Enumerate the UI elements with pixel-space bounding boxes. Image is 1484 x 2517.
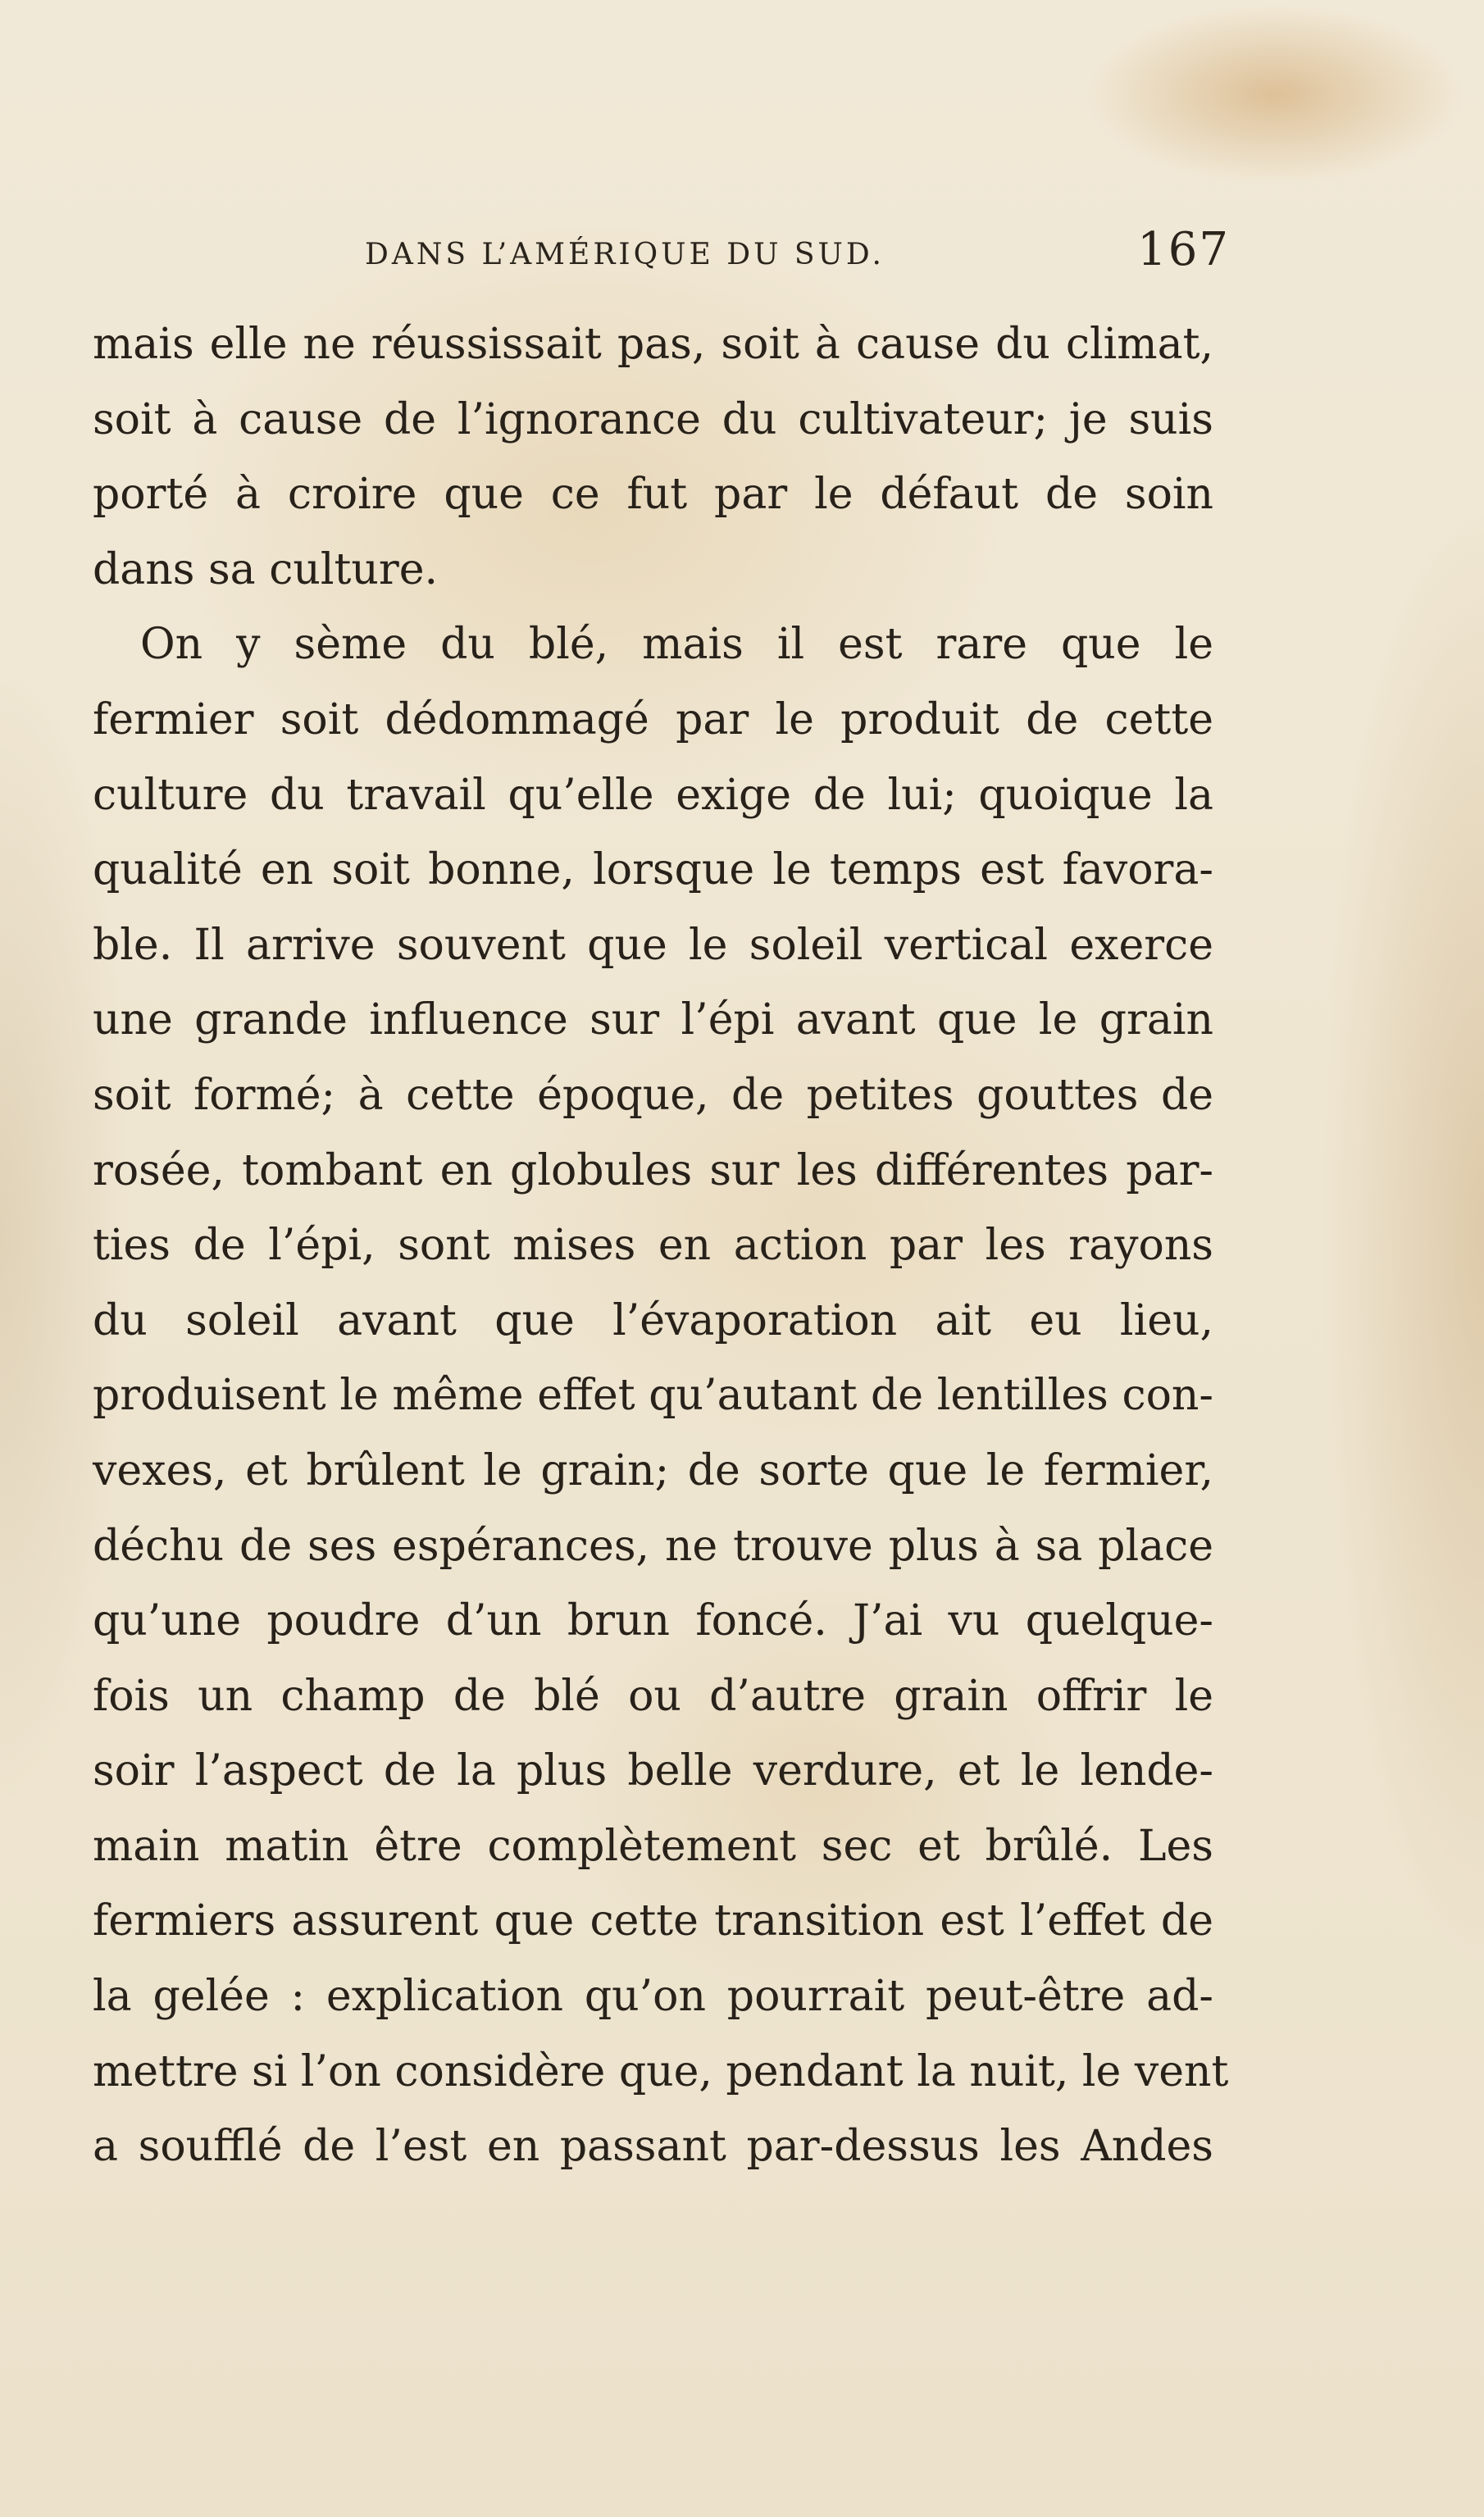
text-line: qu’une poudre d’un brun foncé. J’ai vu quelque- [93, 1596, 1213, 1646]
text-line: vexes, et brûlent le grain; de sorte que le fermier, [93, 1445, 1213, 1495]
text-line: qualité en soit bonne, lorsque le temps est favora- [93, 845, 1213, 895]
text-line: une grande influence sur l’épi avant que le grain [93, 995, 1213, 1045]
text-line: main matin être complètement sec et brûlé. Les [93, 1821, 1213, 1871]
text-line: mettre si l’on considère que, pendant la nuit, le vent [93, 2046, 1229, 2096]
text-line: soit à cause de l’ignorance du cultivateur; je suis [93, 394, 1213, 444]
text-line: du soleil avant que l’évaporation ait eu lieu, [93, 1295, 1213, 1345]
text-line: mais elle ne réussissait pas, soit à cause du climat, [93, 320, 1213, 369]
text-line: soir l’aspect de la plus belle verdure, et le lende- [93, 1746, 1213, 1796]
text-line: la gelée : explication qu’on pourrait peut-être ad- [93, 1972, 1213, 2022]
text-line: a soufflé de l’est en passant par-dessus les Andes [93, 2122, 1213, 2172]
text-line: culture du travail qu’elle exige de lui; quoique la [93, 770, 1213, 820]
text-line: déchu de ses espérances, ne trouve plus à sa place [93, 1521, 1213, 1571]
text-line: fermiers assurent que cette transition est l’effet de [93, 1896, 1213, 1946]
text-line: soit formé; à cette époque, de petites gouttes de [93, 1070, 1213, 1120]
running-title: DANS L’AMÉRIQUE DU SUD. [365, 238, 885, 271]
text-line: produisent le même effet qu’autant de lentilles con- [93, 1371, 1213, 1421]
body-text [93, 307, 1229, 2185]
text-line: dans sa culture. [93, 544, 439, 594]
running-head [86, 220, 1230, 294]
text-line: fois un champ de blé ou d’autre grain offrir le [93, 1671, 1213, 1721]
text-line: porté à croire que ce fut par le défaut de soin [93, 470, 1213, 520]
text-line: ble. Il arrive souvent que le soleil vertical exerce [93, 920, 1213, 970]
text-line: fermier soit dédommagé par le produit de cette [93, 694, 1213, 744]
text-line: rosée, tombant en globules sur les différentes par- [93, 1145, 1213, 1195]
page-number: 167 [1137, 223, 1230, 276]
text-line: On y sème du blé, mais il est rare que le [140, 620, 1213, 670]
text-line: ties de l’épi, sont mises en action par les rayons [93, 1221, 1213, 1271]
